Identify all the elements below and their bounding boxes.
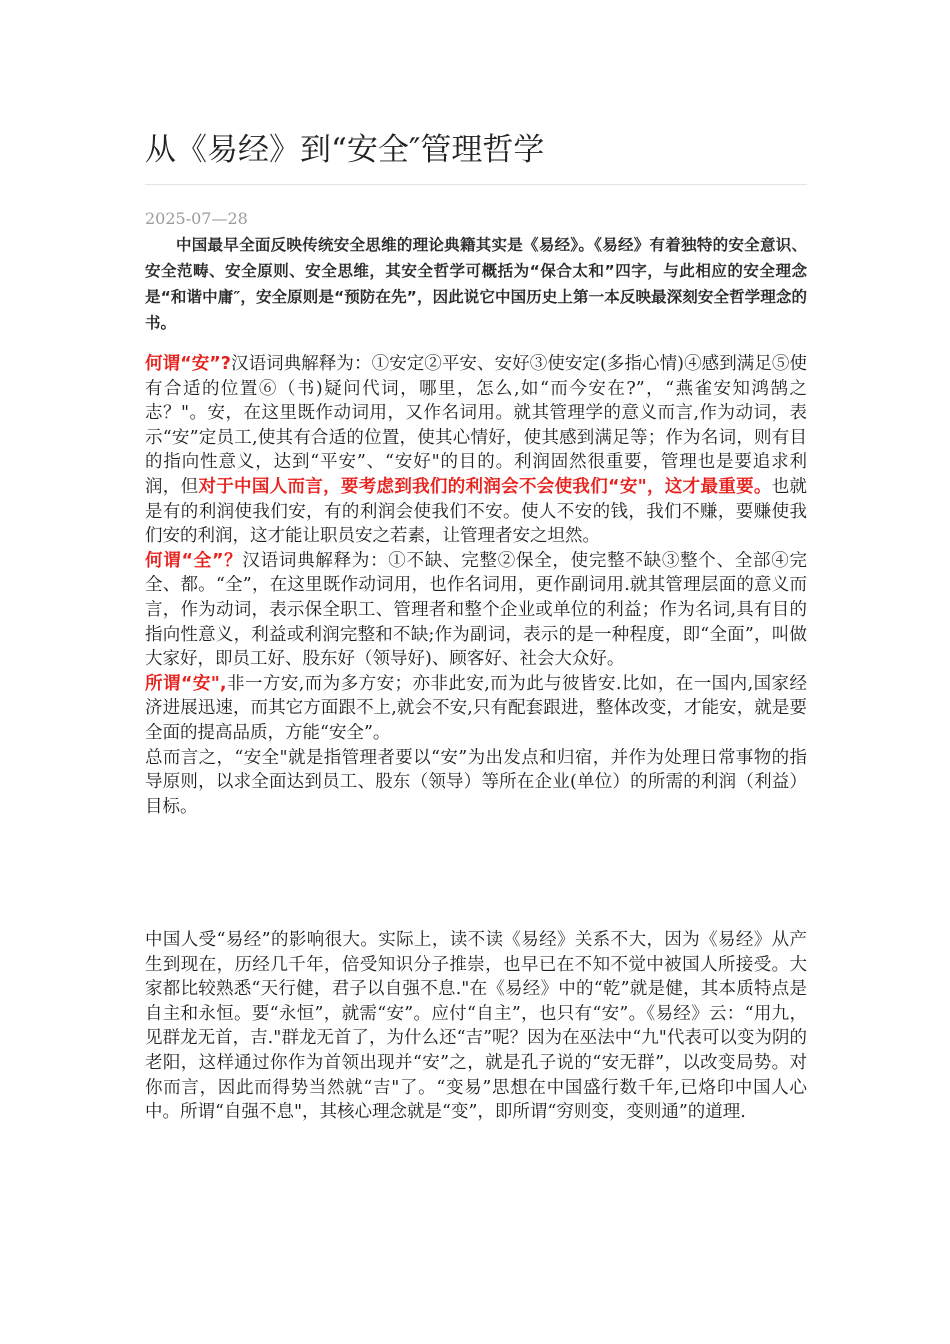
- heading-an: 何谓“安”?: [145, 354, 231, 374]
- emphasis-an: 对于中国人而言，要考虑到我们的利润会不会使我们“安"，这才最重要。: [198, 476, 772, 497]
- paragraph-quan: [145, 549, 807, 672]
- paragraph-summary: 总而言之，“安全"就是指管理者要以“安”为出发点和归宿，并作为处理日常事物的指导原则，以求全面达到员工、股东（领导）等所在企业(单位）的所需的利润（利益）目标。: [145, 747, 807, 817]
- heading-suowei: 所谓“安",: [145, 673, 227, 694]
- heading-quan: 何谓“全”？: [145, 550, 243, 571]
- paragraph-yijing: 中国人受“易经”的影响很大。实际上，读不读《易经》关系不大，因为《易经》从产生到现在，历经几千年，倍受知识分子推崇，也早已在不知不觉中被国人所接受。大家都比较熟悉“天行健，君子以自强不息."在《易经》中的“乾”就是健，其本质特点是自主和永恒。要“永恒”，就需“安”。应付“自主”，也只有“安”。《易经》云：“用九，见群龙无首，吉."群龙无首了，为什么还“吉”呢？因为在巫法中“九"代表可以变为阴的老阳，这样通过你作为首领出现并“安”之，就是孔子说的“安无群”，以改变局势。对你而言，因此而得势当然就“吉"了。“变易”思想在中国盛行数千年,已烙印中国人心中。所谓“自强不息"，其核心理念就是“变”，即所谓“穷则变，变则通”的道理.: [145, 930, 807, 1123]
- publish-date: 2025-07—28: [145, 209, 248, 228]
- paragraph-an: [145, 352, 807, 549]
- definitions-block: [145, 352, 807, 819]
- yijing-block: [145, 928, 807, 1125]
- lead-paragraph: 中国最早全面反映传统安全思维的理论典籍其实是《易经》。《易经》有着独特的安全意识、安全范畴、安全原则、安全思维，其安全哲学可概括为“保合太和”四字，与此相应的安全理念是“和谐中庸″，安全原则是“预防在先”，因此说它中国历史上第一本反映最深刻安全哲学理念的书。: [145, 236, 807, 332]
- title-divider: [145, 184, 807, 185]
- paragraph-suowei: [145, 672, 807, 746]
- text-an-1: 汉语词典解释为：①安定②平安、安好③使安定(多指心情)④感到满足⑤使有合适的位置⑥（书)疑问代词，哪里，怎么,如“而今安在?”，“燕雀安知鸿鹄之志？"。安，在这里既作动词用，又作名词用。就其管理学的意义而言,作为动词，表示“安”定员工,使其有合适的位置，使其心情好，使其感到满足等；作为名词，则有目的指向性意义，达到“平安”、“安好"的目的。利润固然很重要，管理也是要追求利润，但: [145, 354, 807, 497]
- text-suowei: 非一方安,而为多方安；亦非此安,而为此与彼皆安.比如，在一国内,国家经济进展迅速，而其它方面跟不上,就会不安,只有配套跟进，整体改变，才能安，就是要全面的提高品质，方能“安全”。: [145, 673, 807, 743]
- text-quan: 汉语词典解释为：①不缺、完整②保全，使完整不缺③整个、全部④完全、都。“全”，在这里既作动词用，也作名词用，更作副词用.就其管理层面的意义而言，作为动词，表示保全职工、管理者和整个企业或单位的利益；作为名词,具有目的指向性意义，利益或利润完整和不缺;作为副词，表示的是一种程度，即“全面”，叫做大家好，即员工好、股东好（领导好)、顾客好、社会大众好。: [145, 550, 807, 670]
- text-an-2: 也就是有的利润使我们安，有的利润会使我们不安。使人不安的钱，我们不赚，要赚使我们安的利润，这才能让职员安之若素，让管理者安之坦然。: [145, 476, 808, 547]
- article-title: 从《易经》到“安全″管理哲学: [145, 132, 545, 168]
